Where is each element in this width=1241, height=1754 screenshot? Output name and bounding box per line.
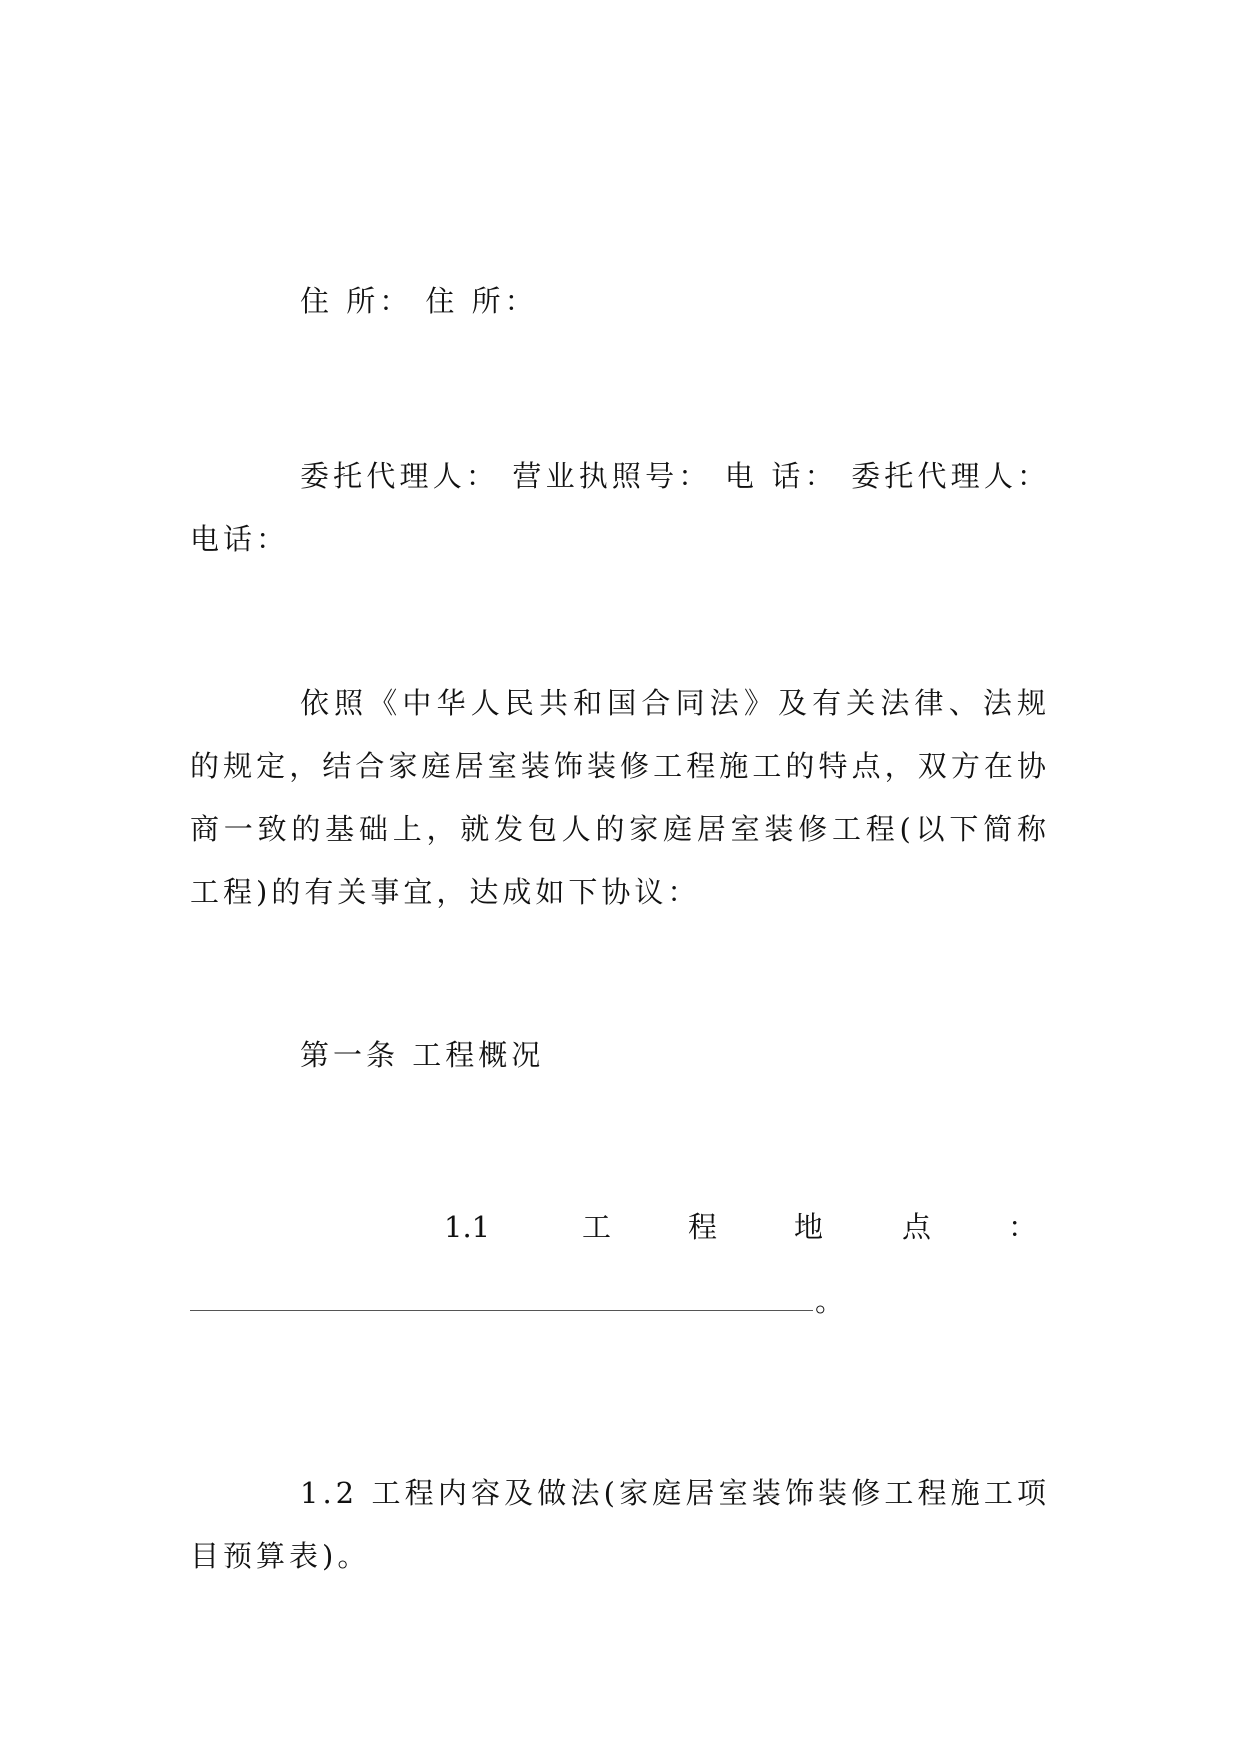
location-char-2: 程 [688, 1210, 718, 1244]
location-colon: ： [1008, 1210, 1038, 1244]
location-blank-line [190, 1270, 813, 1311]
location-blank-row [190, 1270, 844, 1333]
preamble-paragraph: 依照《中华人民共和国合同法》及有关法律、法规的规定，结合家庭居室装饰装修工程施工的特点，双方在协商一致的基础上，就发包人的家庭居室装修工程(以下简称工程)的有关事宜，达成如下协议： [190, 686, 1050, 909]
address-line: 住 所： 住 所： [300, 284, 538, 318]
item-1-1-location [190, 1196, 1050, 1259]
item-1-1-number: 1.1 [444, 1210, 491, 1244]
location-char-1: 工 [582, 1210, 612, 1244]
location-period: 。 [815, 1284, 845, 1318]
item-1-2-paragraph: 1.2 工程内容及做法(家庭居室装饰装修工程施工项目预算表)。 [190, 1476, 1050, 1573]
article-1-title: 第一条 工程概况 [300, 1038, 545, 1072]
agent-info-line: 委托代理人： 营业执照号： 电 话： 委托代理人：电话： [190, 459, 1050, 556]
location-char-4: 点 [902, 1210, 932, 1244]
location-char-3: 地 [794, 1210, 824, 1244]
